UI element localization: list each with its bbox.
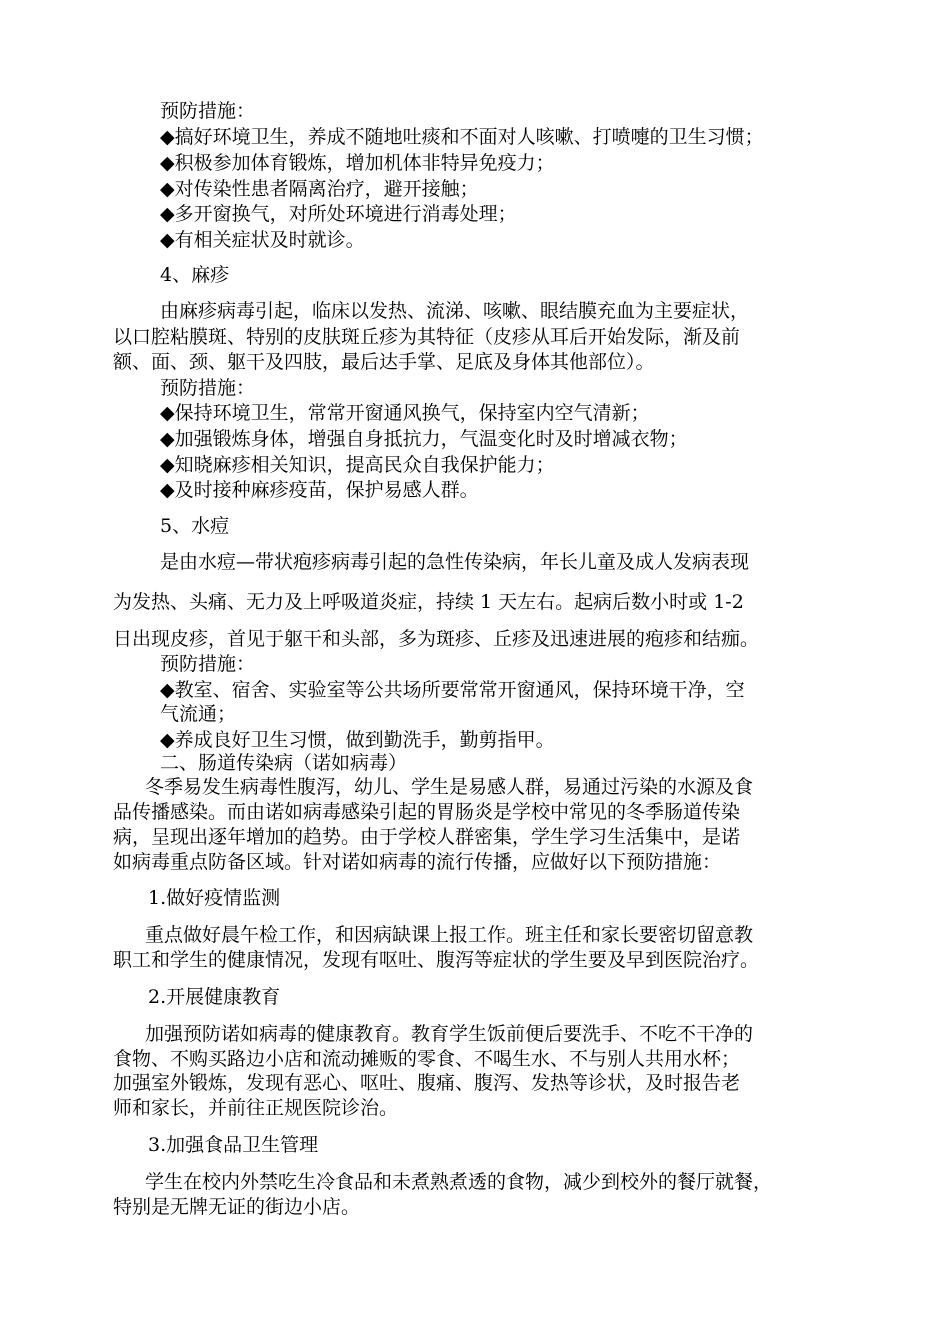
paragraph-line: 额、面、颈、躯干及四肢，最后达手掌、足底及身体其他部位）。 xyxy=(113,351,655,373)
paragraph-line: 如病毒重点防备区域。针对诺如病毒的流行传播，应做好以下预防措施： xyxy=(113,851,722,873)
prevention-item: ◆及时接种麻疹疫苗，保护易感人群。 xyxy=(160,479,479,501)
paragraph-line: 师和家长，并前往正规医院诊治。 xyxy=(113,1097,399,1119)
prevention-label: 预防措施： xyxy=(160,653,256,675)
paragraph-line: 加强室外锻炼，发现有恶心、呕吐、腹痛、腹泻、发热等诊状，及时报告老 xyxy=(113,1072,741,1094)
section-heading-measles: 4、麻疹 xyxy=(160,264,230,286)
prevention-label: 预防措施： xyxy=(160,377,256,399)
paragraph-line: 特别是无牌无证的街边小店。 xyxy=(113,1196,361,1218)
paragraph-line: 为发热、头痛、无力及上呼吸道炎症，持续 1 天左右。起病后数小时或 1-2 xyxy=(113,591,744,613)
prevention-label: 预防措施： xyxy=(160,100,256,122)
prevention-item: ◆搞好环境卫生，养成不随地吐痰和不面对人咳嗽、打喷嚏的卫生习惯； xyxy=(160,126,764,148)
paragraph-line: 食物、不购买路边小店和流动摊贩的零食、不喝生水、不与别人共用水杯； xyxy=(113,1048,741,1070)
paragraph-line: 职工和学生的健康情况，发现有呕吐、腹泻等症状的学生要及早到医院治疗。 xyxy=(113,949,760,971)
paragraph-line: 病，呈现出逐年增加的趋势。由于学校人群密集，学生学习生活集中，是诺 xyxy=(113,826,741,848)
section-heading-intestinal: 二、肠道传染病（诺如病毒） xyxy=(160,752,408,774)
paragraph-line: 以口腔粘膜斑、特别的皮肤斑丘疹为其特征（皮疹从耳后开始发际，渐及前 xyxy=(113,326,741,348)
paragraph-line: 学生在校内外禁吃生冷食品和未煮熟煮透的食物，减少到校外的餐厅就餐， xyxy=(145,1171,773,1193)
paragraph-line: 加强预防诺如病毒的健康教育。教育学生饭前便后要洗手、不吃不干净的 xyxy=(145,1023,754,1045)
prevention-item: ◆养成良好卫生习惯，做到勤洗手，勤剪指甲。 xyxy=(160,729,555,751)
paragraph-line: 是由水痘—带状疱疹病毒引起的急性传染病，年长儿童及成人发病表现 xyxy=(160,551,750,573)
subsection-heading: 1.做好疫情监测 xyxy=(148,887,281,909)
prevention-item: ◆积极参加体育锻炼，增加机体非特异免疫力； xyxy=(160,152,555,174)
prevention-item: ◆教室、宿舍、实验室等公共场所要常常开窗通风，保持环境干净，空 xyxy=(160,679,745,701)
subsection-heading: 2.开展健康教育 xyxy=(148,986,281,1008)
prevention-item: 气流通； xyxy=(160,703,237,725)
paragraph-line: 冬季易发生病毒性腹泻，幼儿、学生是易感人群，易通过污染的水源及食 xyxy=(145,776,754,798)
subsection-heading: 3.加强食品卫生管理 xyxy=(148,1134,319,1156)
prevention-item: ◆保持环境卫生，常常开窗通风换气，保持室内空气清新； xyxy=(160,402,650,424)
prevention-item: ◆多开窗换气，对所处环境进行消毒处理； xyxy=(160,203,517,225)
section-heading-chickenpox: 5、水痘 xyxy=(160,515,230,537)
paragraph-line: 品传播感染。而由诺如病毒感染引起的胃肠炎是学校中常见的冬季肠道传染 xyxy=(113,801,741,823)
prevention-item: ◆对传染性患者隔离治疗，避开接触； xyxy=(160,178,479,200)
prevention-item: ◆知晓麻疹相关知识，提高民众自我保护能力； xyxy=(160,454,555,476)
paragraph-line: 重点做好晨午检工作，和因病缺课上报工作。班主任和家长要密切留意教 xyxy=(145,924,754,946)
paragraph-line: 日出现皮疹，首见于躯干和头部，多为斑疹、丘疹及迅速进展的疱疹和结痂。 xyxy=(113,628,760,650)
paragraph-line: 由麻疹病毒引起，临床以发热、流涕、咳嗽、眼结膜充血为主要症状， xyxy=(160,300,750,322)
prevention-item: ◆有相关症状及时就诊。 xyxy=(160,229,365,251)
prevention-item: ◆加强锻炼身体，增强自身抵抗力，气温变化时及时增减衣物； xyxy=(160,428,688,450)
